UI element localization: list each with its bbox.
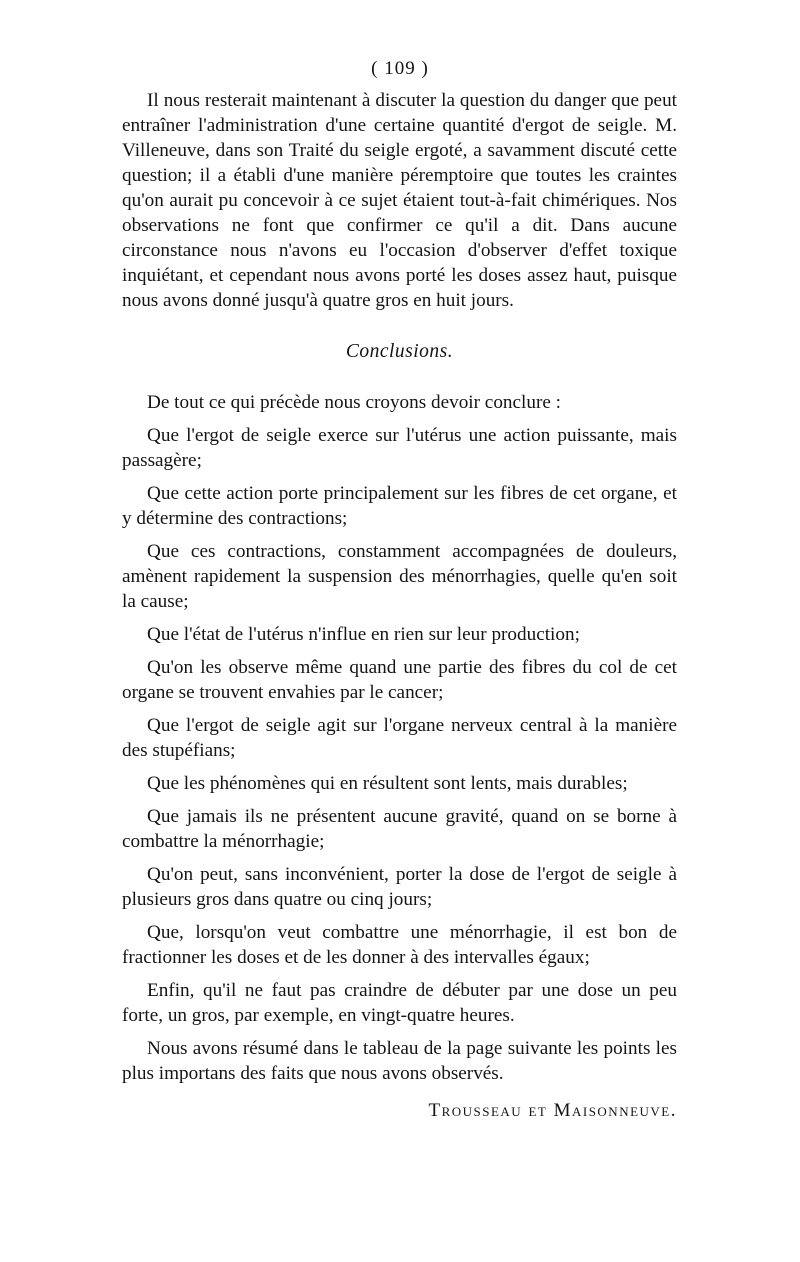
conclusion-item: Enfin, qu'il ne faut pas craindre de débuter par une dose un peu forte, un gros, par exemple, en vingt-quatre heures. xyxy=(122,980,677,1026)
intro-paragraph: Il nous resterait maintenant à discuter la question du danger que peut entraîner l'administration d'une certaine quantité d'ergot de seigle. M. Villeneuve, dans son Traité du seigle ergoté, a savamment discuté cette question; il a établi d'une manière péremptoire que toutes les craintes qu'on aurait pu concevoir à ce sujet étaient tout-à-fait chimériques. Nos observations ne font que confirmer ce qu'il a dit. Dans aucune circonstance nous n'avons eu l'occasion d'observer d'effet toxique inquiétant, et cependant nous avons porté les doses assez haut, puisque nous avons donné jusqu'à quatre gros en huit jours. xyxy=(122,90,677,311)
conclusion-item: Que les phénomènes qui en résultent sont lents, mais durables; xyxy=(147,773,628,794)
conclusion-item: Que l'ergot de seigle exerce sur l'utérus une action puissante, mais passagère; xyxy=(122,425,677,471)
conclusion-item: Qu'on les observe même quand une partie des fibres du col de cet organe se trouvent envahies par le cancer; xyxy=(122,657,677,703)
conclusion-item: Que, lorsqu'on veut combattre une ménorrhagie, il est bon de fractionner les doses et de les donner à des intervalles égaux; xyxy=(122,922,677,968)
conclusion-item: Que l'ergot de seigle agit sur l'organe nerveux central à la manière des stupéfians; xyxy=(122,715,677,761)
conclusion-item: Que cette action porte principalement sur les fibres de cet organe, et y détermine des contractions; xyxy=(122,483,677,529)
author-signature: Trousseau et Maisonneuve. xyxy=(428,1100,677,1121)
text-body xyxy=(122,88,677,1123)
conclusion-item: Que jamais ils ne présentent aucune gravité, quand on se borne à combattre la ménorrhagie; xyxy=(122,806,677,852)
conclusion-item: Qu'on peut, sans inconvénient, porter la dose de l'ergot de seigle à plusieurs gros dans quatre ou cinq jours; xyxy=(122,864,677,910)
page-number: ( 109 ) xyxy=(371,58,429,79)
closing-paragraph: Nous avons résumé dans le tableau de la page suivante les points les plus importans des faits que nous avons observés. xyxy=(122,1038,677,1084)
conclusion-item: Que l'état de l'utérus n'influe en rien sur leur production; xyxy=(147,624,580,645)
section-heading: Conclusions. xyxy=(345,341,454,362)
conclusion-item: Que ces contractions, constamment accompagnées de douleurs, amènent rapidement la suspension des ménorrhagies, quelle qu'en soit la cause; xyxy=(122,541,677,612)
conclusion-intro: De tout ce qui précède nous croyons devoir conclure : xyxy=(147,392,561,413)
